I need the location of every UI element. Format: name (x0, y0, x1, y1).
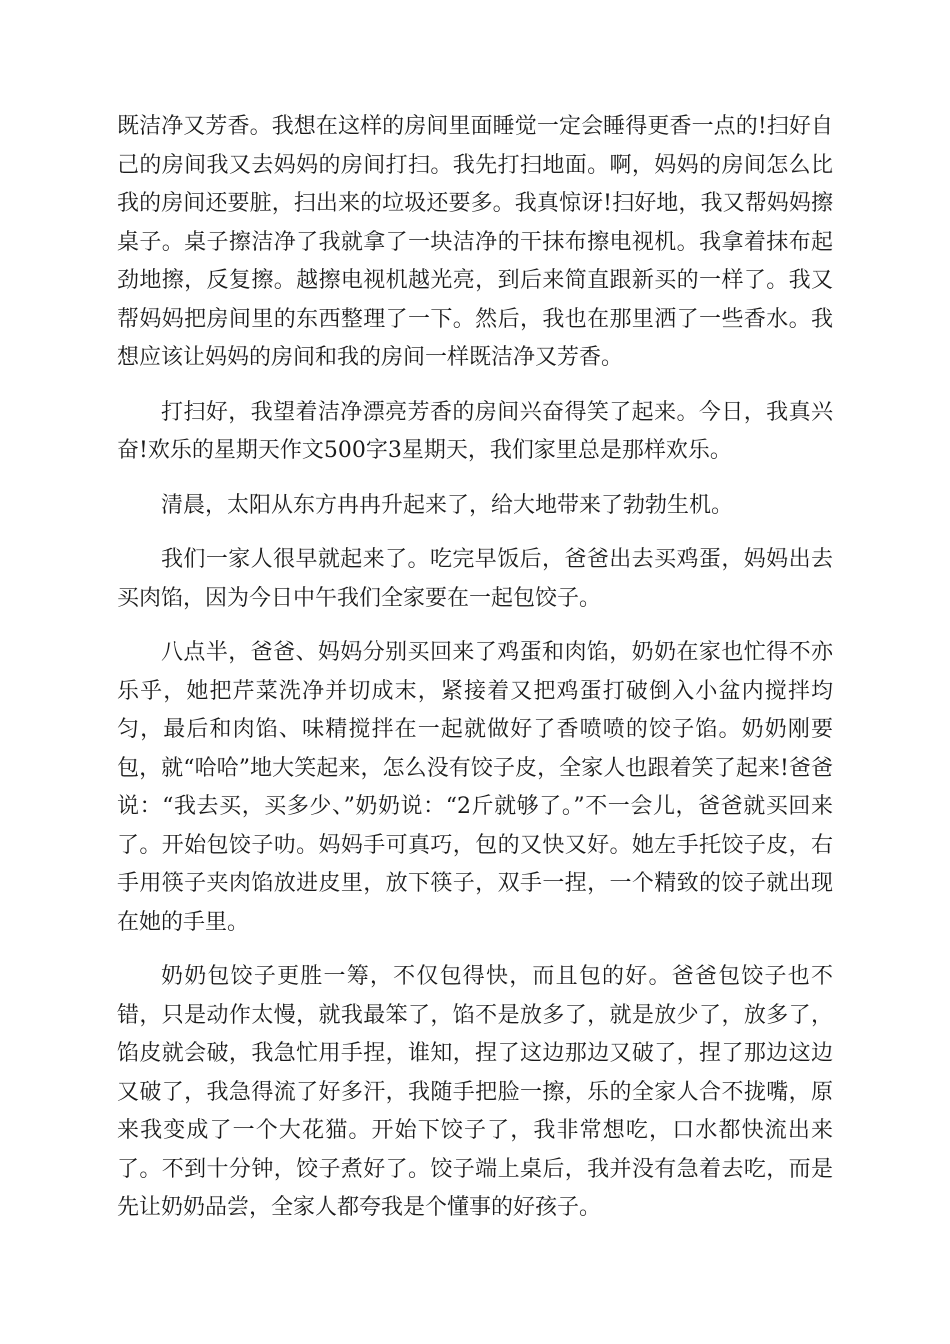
paragraph: 八点半，爸爸、妈妈分别买回来了鸡蛋和肉馅，奶奶在家也忙得不亦乐乎，她把芹菜洗净并切成末，紧接着又把鸡蛋打破倒入小盆内搅拌均匀，最后和肉馅、味精搅拌在一起就做好了香喷喷的饺子馅。奶奶刚要包，就“哈哈”地大笑起来，怎么没有饺子皮，全家人也跟着笑了起来!爸爸说：“我去买，买多少、”奶奶说：“2斤就够了。”不一会儿，爸爸就买回来了。开始包饺子叻。妈妈手可真巧，包的又快又好。她左手托饺子皮，右手用筷子夹肉馅放进皮里，放下筷子，双手一捏，一个精致的饺子就出现在她的手里。 (117, 640, 833, 935)
document-body (117, 108, 833, 1244)
paragraph: 清晨，太阳从东方冉冉升起来了，给大地带来了勃勃生机。 (161, 492, 734, 518)
paragraph: 打扫好，我望着洁净漂亮芳香的房间兴奋得笑了起来。今日，我真兴奋!欢乐的星期天作文500字3星期天，我们家里总是那样欢乐。 (117, 399, 833, 463)
paragraph: 奶奶包饺子更胜一筹，不仅包得快，而且包的好。爸爸包饺子也不错，只是动作太慢，就我最笨了，馅不是放多了，就是放少了，放多了，馅皮就会破，我急忙用手捏，谁知，捏了这边那边又破了，捏了那边这边又破了，我急得流了好多汗，我随手把脸一擦，乐的全家人合不拢嘴，原来我变成了一个大花猫。开始下饺子了，我非常想吃，口水都快流出来了。不到十分钟，饺子煮好了。饺子端上桌后，我并没有急着去吃，而是先让奶奶品尝，全家人都夸我是个懂事的好孩子。 (117, 964, 833, 1220)
paragraph-continued: 既洁净又芳香。我想在这样的房间里面睡觉一定会睡得更香一点的!扫好自己的房间我又去妈妈的房间打扫。我先打扫地面。啊，妈妈的房间怎么比我的房间还要脏，扫出来的垃圾还要多。我真惊讶!扫好地，我又帮妈妈擦桌子。桌子擦洁净了我就拿了一块洁净的干抹布擦电视机。我拿着抹布起劲地擦，反复擦。越擦电视机越光亮，到后来简直跟新买的一样了。我又帮妈妈把房间里的东西整理了一下。然后，我也在那里洒了一些香水。我想应该让妈妈的房间和我的房间一样既洁净又芳香。 (117, 114, 833, 370)
paragraph: 我们一家人很早就起来了。吃完早饭后，爸爸出去买鸡蛋，妈妈出去买肉馅，因为今日中午我们全家要在一起包饺子。 (117, 547, 833, 611)
